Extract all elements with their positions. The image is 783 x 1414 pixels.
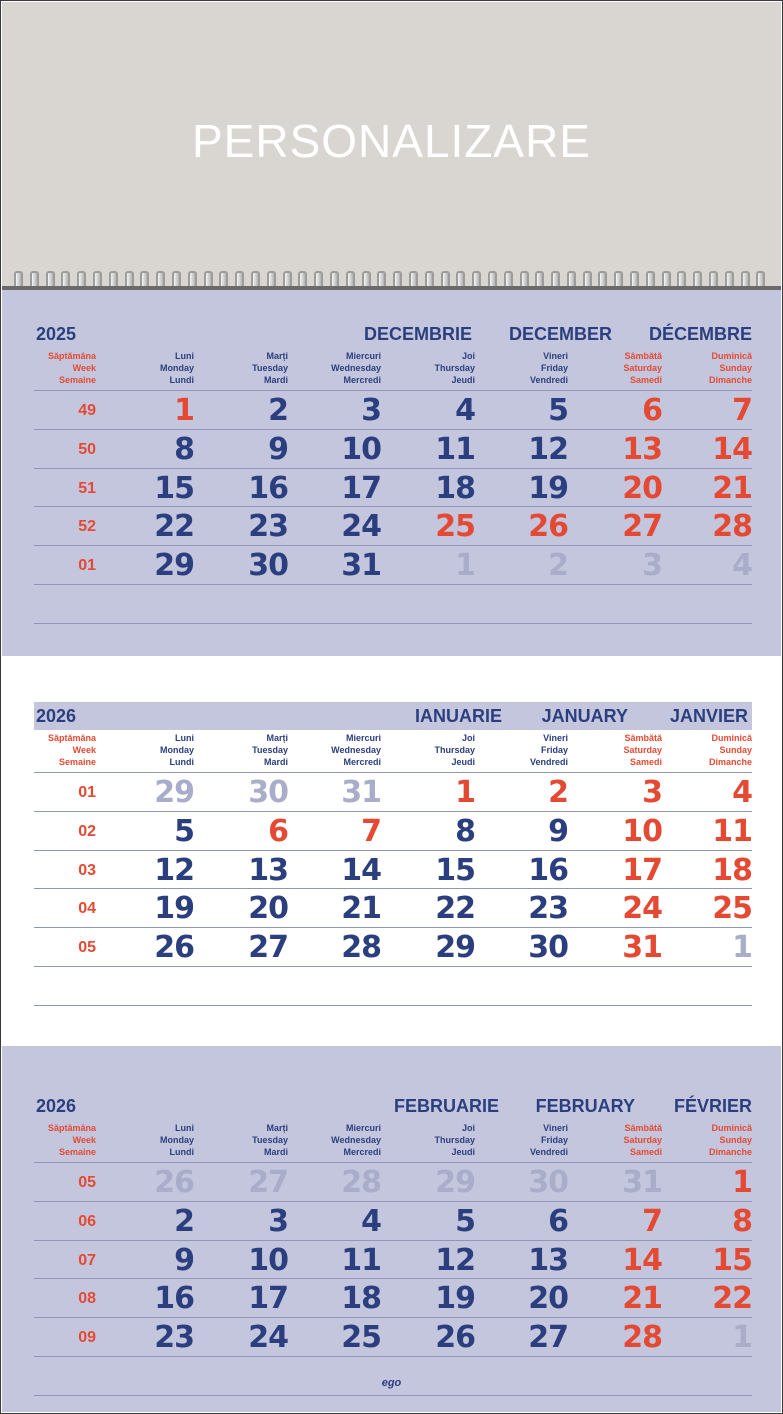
row-divider: [34, 584, 752, 585]
day-name-ro: Duminică: [711, 733, 752, 743]
day-name-fr: Lundi: [169, 375, 194, 385]
row-divider: [34, 1201, 752, 1202]
day-header-row: [34, 732, 752, 772]
day-name-fr: Samedi: [629, 757, 662, 767]
day-header-saturday: [623, 350, 662, 386]
day-number: 30: [528, 930, 568, 966]
day-number: 6: [642, 393, 662, 428]
day-name-fr: Dimanche: [708, 375, 752, 385]
day-name-fr: Lundi: [169, 757, 194, 767]
day-number: 24: [622, 891, 662, 927]
day-number: 22: [712, 1281, 752, 1317]
row-divider: [34, 506, 752, 507]
day-number: 26: [154, 930, 194, 966]
day-name-fr: Jeudi: [451, 375, 475, 385]
day-number: 8: [732, 1203, 752, 1239]
day-header-tuesday: [252, 732, 288, 768]
day-number: 7: [732, 393, 752, 428]
day-number: 31: [622, 1165, 662, 1200]
row-divider: [34, 888, 752, 889]
day-number: 14: [712, 431, 752, 467]
day-name-ro: Duminică: [711, 1123, 752, 1133]
day-number: 13: [248, 852, 288, 888]
day-number: 2: [174, 1203, 194, 1239]
day-number: 25: [341, 1320, 381, 1356]
week-number: 49: [78, 402, 96, 419]
day-number: 7: [361, 813, 381, 849]
week-header-line: Săptămâna: [47, 351, 96, 361]
day-name-ro: Luni: [175, 351, 194, 361]
day-name-en: Monday: [159, 745, 194, 755]
week-column-header: [34, 350, 96, 386]
day-name-ro: Joi: [461, 733, 475, 743]
day-header-wednesday: [331, 350, 381, 386]
week-number: 05: [78, 1174, 96, 1191]
personalization-area: [2, 2, 781, 287]
row-divider: [34, 1278, 752, 1279]
day-number: 1: [732, 1320, 752, 1356]
day-name-fr: Lundi: [169, 1147, 194, 1157]
day-number: 17: [622, 852, 662, 888]
day-number: 28: [712, 509, 752, 545]
day-number: 11: [341, 1242, 381, 1278]
week-header-line: Semaine: [58, 757, 96, 767]
week-number: 08: [78, 1290, 96, 1308]
row-divider: [34, 1356, 752, 1357]
day-number: 18: [435, 470, 475, 506]
day-number: 4: [732, 548, 752, 584]
day-number: 26: [528, 509, 568, 545]
day-number: 10: [341, 431, 381, 467]
month-name-ro: FEBRUARIE: [393, 1096, 499, 1116]
day-number: 21: [712, 470, 752, 506]
day-number: 27: [622, 509, 662, 545]
day-name-en: Thursday: [434, 1135, 475, 1145]
day-number: 19: [154, 891, 194, 927]
day-header-monday: [160, 732, 194, 768]
day-number: 29: [435, 930, 475, 966]
month-name-fr: DÉCEMBRE: [648, 324, 752, 344]
day-number: 24: [248, 1320, 288, 1356]
day-name-ro: Vineri: [543, 733, 568, 743]
week-header-line: Săptămâna: [47, 733, 96, 743]
day-header-tuesday: [252, 350, 288, 386]
day-number: 2: [548, 548, 568, 584]
day-name-en: Friday: [540, 1135, 568, 1145]
day-number: 11: [712, 813, 752, 849]
week-number: 05: [78, 939, 96, 957]
week-number: 50: [78, 440, 96, 458]
day-name-ro: Joi: [461, 351, 475, 361]
personalization-title: PERSONALIZARE: [192, 115, 591, 167]
day-name-ro: Luni: [175, 1123, 194, 1133]
year-label: 2026: [36, 1096, 77, 1116]
day-number: 21: [341, 891, 381, 927]
day-number: 6: [268, 813, 288, 849]
day-number: 12: [528, 431, 568, 467]
day-name-ro: Miercuri: [345, 733, 381, 743]
day-number: 23: [154, 1320, 194, 1356]
day-number: 11: [435, 431, 475, 467]
day-name-en: Friday: [540, 363, 568, 373]
day-header-thursday: [434, 1122, 475, 1158]
day-header-monday: [160, 350, 194, 386]
day-number: 24: [341, 509, 381, 545]
month-name-fr: JANVIER: [669, 706, 748, 726]
week-number: 07: [78, 1251, 96, 1269]
row-divider: [34, 850, 752, 851]
day-number: 10: [248, 1242, 288, 1278]
day-number: 18: [341, 1281, 381, 1317]
day-name-ro: Sâmbătă: [624, 351, 662, 361]
day-number: 20: [528, 1281, 568, 1317]
day-name-en: Monday: [159, 363, 194, 373]
day-name-en: Tuesday: [252, 363, 288, 373]
day-number: 28: [622, 1320, 662, 1356]
day-number: 16: [248, 470, 288, 506]
day-name-ro: Vineri: [543, 1123, 568, 1133]
day-number: 29: [154, 548, 194, 584]
month-name-en: FEBRUARY: [535, 1096, 635, 1116]
day-header-monday: [160, 1122, 194, 1158]
day-header-saturday: [623, 1122, 662, 1158]
day-name-en: Sunday: [719, 745, 752, 755]
month-name-ro: IANUARIE: [414, 706, 502, 726]
day-number: 5: [174, 813, 194, 849]
week-number: 01: [78, 557, 96, 575]
year-label: 2025: [36, 324, 77, 344]
day-number: 31: [622, 930, 662, 966]
day-name-en: Wednesday: [331, 1135, 381, 1145]
day-name-en: Saturday: [623, 1135, 662, 1145]
day-number: 14: [622, 1242, 662, 1278]
day-number: 31: [341, 775, 381, 810]
day-name-en: Thursday: [434, 363, 475, 373]
day-name-fr: Mercredi: [343, 375, 381, 385]
day-name-fr: Jeudi: [451, 757, 475, 767]
week-number: 04: [78, 900, 96, 918]
day-number: 30: [248, 775, 288, 810]
day-name-fr: Mercredi: [343, 1147, 381, 1157]
row-divider: [34, 966, 752, 967]
week-column-header: [34, 732, 96, 768]
day-number: 13: [528, 1242, 568, 1278]
day-number: 22: [154, 509, 194, 545]
day-number: 12: [435, 1242, 475, 1278]
day-number: 6: [548, 1203, 568, 1239]
row-divider: [34, 429, 752, 430]
day-name-en: Tuesday: [252, 1135, 288, 1145]
week-header-line: Săptămâna: [47, 1123, 96, 1133]
day-number: 29: [154, 775, 194, 810]
day-number: 1: [455, 775, 475, 810]
day-name-fr: Samedi: [629, 375, 662, 385]
day-number: 1: [455, 548, 475, 584]
day-number: 30: [528, 1165, 568, 1200]
day-number: 19: [435, 1281, 475, 1317]
day-name-fr: Mardi: [263, 1147, 288, 1157]
day-number: 14: [341, 852, 381, 888]
day-name-ro: Marți: [266, 733, 288, 743]
day-number: 16: [528, 852, 568, 888]
day-number: 1: [732, 930, 752, 966]
day-name-en: Friday: [540, 745, 568, 755]
day-name-en: Sunday: [719, 1135, 752, 1145]
day-header-tuesday: [252, 1122, 288, 1158]
day-number: 5: [548, 393, 568, 428]
day-number: 27: [248, 930, 288, 966]
week-number: 03: [78, 861, 96, 879]
day-name-en: Monday: [159, 1135, 194, 1145]
month-name-en: JANUARY: [541, 706, 628, 726]
footer-logo: [0, 1377, 783, 1389]
day-name-fr: Dimanche: [708, 1147, 752, 1157]
week-number: 01: [78, 784, 96, 801]
day-number: 28: [341, 1165, 381, 1200]
day-number: 4: [732, 775, 752, 810]
day-number: 16: [154, 1281, 194, 1317]
day-number: 10: [622, 813, 662, 849]
day-number: 2: [268, 393, 288, 428]
day-number: 20: [248, 891, 288, 927]
week-column-header: [34, 1122, 96, 1158]
notes-line: [34, 1395, 752, 1396]
week-number: 02: [78, 822, 96, 840]
week-number: 51: [78, 479, 96, 497]
day-number: 17: [341, 470, 381, 506]
day-name-fr: Jeudi: [451, 1147, 475, 1157]
day-header-saturday: [623, 732, 662, 768]
day-name-ro: Vineri: [543, 351, 568, 361]
day-name-en: Sunday: [719, 363, 752, 373]
day-name-fr: Vendredi: [529, 375, 568, 385]
notes-line: [34, 1005, 752, 1006]
day-number: 26: [435, 1320, 475, 1356]
day-number: 1: [174, 393, 194, 428]
week-header-line: Semaine: [58, 1147, 96, 1157]
day-name-ro: Sâmbătă: [624, 733, 662, 743]
day-name-en: Thursday: [434, 745, 475, 755]
day-number: 25: [712, 891, 752, 927]
week-number: 52: [78, 518, 96, 536]
row-divider: [34, 390, 752, 391]
year-label: 2026: [36, 706, 77, 726]
row-divider: [34, 1162, 752, 1163]
day-number: 3: [268, 1203, 288, 1239]
day-number: 15: [154, 470, 194, 506]
day-number: 28: [341, 930, 381, 966]
row-divider: [34, 468, 752, 469]
day-header-friday: [530, 732, 568, 768]
day-header-thursday: [434, 732, 475, 768]
month-name-en: DECEMBER: [508, 324, 612, 344]
day-number: 3: [642, 548, 662, 584]
day-number: 8: [174, 431, 194, 467]
day-number: 29: [435, 1165, 475, 1200]
month-name-fr: FÉVRIER: [673, 1096, 752, 1116]
day-name-fr: Dimanche: [708, 757, 752, 767]
row-divider: [34, 1317, 752, 1318]
month-name-ro: DECEMBRIE: [363, 324, 472, 344]
day-number: 4: [361, 1203, 381, 1239]
day-number: 9: [548, 813, 568, 849]
day-name-en: Saturday: [623, 363, 662, 373]
day-name-ro: Joi: [461, 1123, 475, 1133]
week-header-line: Semaine: [58, 375, 96, 385]
month-title-bar: [34, 702, 752, 730]
day-header-friday: [530, 1122, 568, 1158]
notes-line: [34, 623, 752, 624]
day-name-fr: Mercredi: [343, 757, 381, 767]
day-header-friday: [530, 350, 568, 386]
day-number: 27: [248, 1165, 288, 1200]
day-name-ro: Luni: [175, 733, 194, 743]
week-header-line: Week: [72, 745, 96, 755]
day-number: 20: [622, 470, 662, 506]
day-name-ro: Miercuri: [345, 351, 381, 361]
day-name-en: Tuesday: [252, 745, 288, 755]
day-number: 3: [642, 775, 662, 810]
month-panel-february: [2, 1046, 781, 1412]
day-name-ro: Duminică: [711, 351, 752, 361]
day-number: 18: [712, 852, 752, 888]
week-header-line: Week: [72, 1135, 96, 1145]
day-header-wednesday: [331, 1122, 381, 1158]
day-name-ro: Marți: [266, 1123, 288, 1133]
day-number: 15: [712, 1242, 752, 1278]
month-panel-december: [2, 290, 781, 656]
day-header-sunday: [709, 732, 752, 768]
day-name-fr: Mardi: [263, 375, 288, 385]
day-number: 17: [248, 1281, 288, 1317]
day-header-sunday: [709, 350, 752, 386]
day-number: 23: [248, 509, 288, 545]
day-number: 21: [622, 1281, 662, 1317]
day-header-row: [34, 1122, 752, 1162]
day-number: 8: [455, 813, 475, 849]
day-number: 23: [528, 891, 568, 927]
ego-logo: ego: [381, 1377, 402, 1389]
row-divider: [34, 772, 752, 773]
day-name-fr: Vendredi: [529, 757, 568, 767]
week-number: 06: [78, 1212, 96, 1230]
day-number: 7: [642, 1203, 662, 1239]
day-header-sunday: [709, 1122, 752, 1158]
day-number: 1: [732, 1165, 752, 1200]
row-divider: [34, 545, 752, 546]
day-name-ro: Sâmbătă: [624, 1123, 662, 1133]
week-header-line: Week: [72, 363, 96, 373]
day-header-wednesday: [331, 732, 381, 768]
day-number: 19: [528, 470, 568, 506]
day-number: 27: [528, 1320, 568, 1356]
day-number: 9: [268, 431, 288, 467]
day-name-ro: Marți: [266, 351, 288, 361]
day-number: 3: [361, 393, 381, 428]
row-divider: [34, 811, 752, 812]
row-divider: [34, 1240, 752, 1241]
day-number: 31: [341, 548, 381, 584]
day-name-en: Saturday: [623, 745, 662, 755]
day-header-thursday: [434, 350, 475, 386]
day-number: 2: [548, 775, 568, 810]
day-name-fr: Vendredi: [529, 1147, 568, 1157]
row-divider: [34, 927, 752, 928]
day-number: 12: [154, 852, 194, 888]
day-name-ro: Miercuri: [345, 1123, 381, 1133]
day-number: 25: [435, 509, 475, 545]
day-name-fr: Mardi: [263, 757, 288, 767]
day-number: 5: [455, 1203, 475, 1239]
day-number: 4: [455, 393, 475, 428]
day-name-en: Wednesday: [331, 745, 381, 755]
day-number: 30: [248, 548, 288, 584]
day-number: 26: [154, 1165, 194, 1200]
day-name-en: Wednesday: [331, 363, 381, 373]
day-header-row: [34, 350, 752, 390]
day-number: 13: [622, 431, 662, 467]
month-panel-january: [2, 656, 781, 1046]
day-name-fr: Samedi: [629, 1147, 662, 1157]
week-number: 09: [78, 1329, 96, 1347]
day-number: 22: [435, 891, 475, 927]
day-number: 9: [174, 1242, 194, 1278]
day-number: 15: [435, 852, 475, 888]
